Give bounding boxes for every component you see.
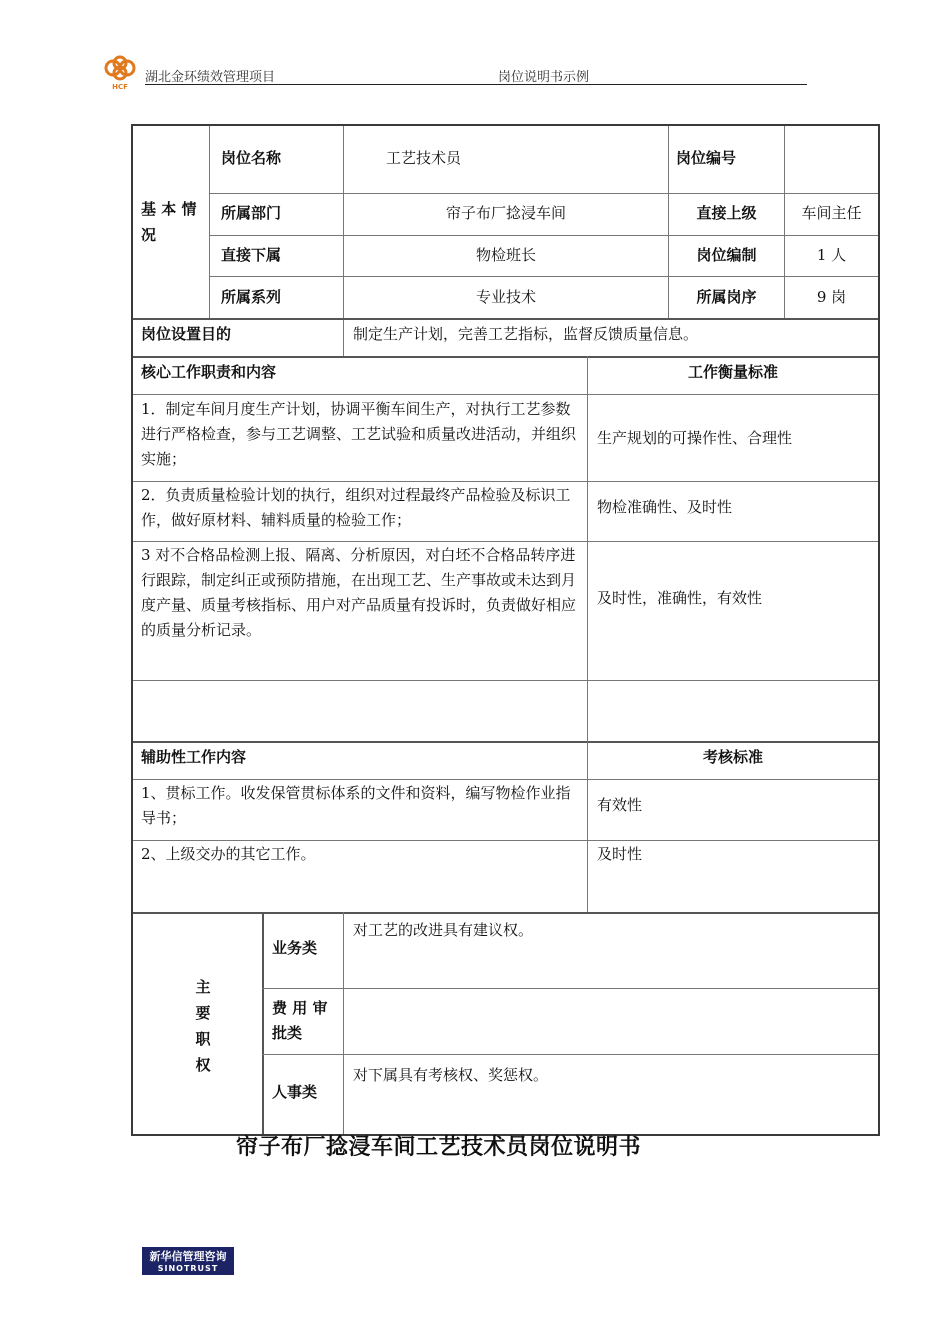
- core-header: 核心工作职责和内容: [141, 363, 277, 381]
- divider: [133, 741, 878, 743]
- authority-text-personnel: 对下属具有考核权、奖惩权。: [353, 1066, 549, 1084]
- position-code-label: 岗位编号: [676, 149, 737, 167]
- divider: [262, 988, 878, 989]
- superior-value: 车间主任: [801, 204, 862, 222]
- document-title: 帘子布厂捻浸车间工艺技术员岗位说明书: [236, 1135, 642, 1160]
- series-value: 专业技术: [475, 288, 536, 306]
- core-duty-3: 3 对不合格品检测上报、隔离、分析原因，对白坯不合格品转序进行跟踪，制定纠正或预防措施，在出现工艺、生产事故或未达到月度产量、质量考核指标、用户对产品质量有投诉时，负责做好相应的质量分析记录。: [141, 546, 577, 639]
- grade-label: 所属岗序: [696, 288, 757, 306]
- headcount-label: 岗位编制: [696, 246, 757, 264]
- department-value: 帘子布厂捻浸车间: [445, 204, 566, 222]
- company-logo: [101, 55, 139, 91]
- core-duty-2: 2．负责质量检验计划的执行，组织对过程最终产品检验及标识工作，做好原材料、辅料质量的检验工作；: [141, 486, 571, 529]
- divider: [133, 356, 878, 358]
- subordinate-value: 物检班长: [475, 246, 536, 264]
- divider: [133, 318, 878, 320]
- core-duty-1: 1．制定车间月度生产计划，协调平衡车间生产，对执行工艺参数进行严格检查，参与工艺调整、工艺试验和质量改进活动，并组织实施；: [141, 400, 577, 468]
- divider: [343, 126, 344, 357]
- aux-standard-header: 考核标准: [702, 748, 763, 766]
- core-standard-1: 生产规划的可操作性、合理性: [597, 429, 793, 447]
- divider: [133, 541, 878, 542]
- aux-duty-1: 1、贯标工作。收发保管贯标体系的文件和资料，编写物检作业指导书；: [141, 784, 571, 827]
- header-rule: [145, 84, 807, 85]
- divider: [587, 356, 588, 741]
- core-standard-header: 工作衡量标准: [687, 363, 778, 381]
- divider: [209, 235, 878, 236]
- authority-label-char: 职: [195, 1030, 211, 1048]
- series-label: 所属系列: [221, 288, 282, 306]
- aux-standard-2: 及时性: [597, 845, 643, 863]
- authority-text-business: 对工艺的改进具有建议权。: [353, 921, 534, 939]
- core-standard-3: 及时性，准确性，有效性: [597, 589, 763, 607]
- logo-text: HCF: [112, 83, 128, 91]
- authority-label: [188, 974, 218, 1078]
- grade-value: 9 岗: [816, 288, 847, 306]
- aux-duty-2: 2、上级交办的其它工作。: [141, 845, 316, 863]
- divider: [262, 1054, 878, 1055]
- basic-info-label: 基 本 情 况: [141, 200, 197, 244]
- divider: [262, 912, 264, 1134]
- sinotrust-logo: [142, 1247, 234, 1275]
- divider: [133, 680, 878, 681]
- divider: [133, 912, 878, 914]
- divider: [209, 193, 878, 194]
- divider: [133, 840, 878, 841]
- divider: [209, 276, 878, 277]
- divider: [133, 779, 878, 780]
- divider: [209, 126, 210, 319]
- authority-label-char: 主: [195, 978, 211, 996]
- superior-label: 直接上级: [696, 204, 757, 222]
- core-standard-2: 物检准确性、及时性: [597, 498, 733, 516]
- subordinate-label: 直接下属: [221, 246, 282, 264]
- authority-type-personnel: 人事类: [272, 1083, 318, 1101]
- authority-type-expense: 费 用 审 批类: [272, 999, 328, 1042]
- position-name-value: 工艺技术员: [386, 149, 462, 167]
- aux-standard-1: 有效性: [597, 796, 643, 814]
- footer-logo-cn: 新华信管理咨询: [149, 1250, 227, 1263]
- department-label: 所属部门: [221, 204, 282, 222]
- purpose-label: 岗位设置目的: [141, 325, 232, 343]
- position-name-label: 岗位名称: [221, 149, 282, 167]
- header-doc-type: 岗位说明书示例: [498, 70, 590, 85]
- header-project: 湖北金环绩效管理项目: [145, 70, 276, 85]
- authority-type-business: 业务类: [272, 939, 318, 957]
- authority-label-char: 要: [195, 1004, 211, 1022]
- aux-header: 辅助性工作内容: [141, 748, 247, 766]
- divider: [133, 481, 878, 482]
- divider: [343, 912, 344, 1134]
- footer-logo-en: SINOTRUST: [157, 1264, 219, 1273]
- authority-label-char: 权: [195, 1056, 211, 1074]
- purpose-text: 制定生产计划，完善工艺指标，监督反馈质量信息。: [353, 325, 699, 343]
- headcount-value: 1 人: [816, 246, 847, 264]
- divider: [133, 394, 878, 395]
